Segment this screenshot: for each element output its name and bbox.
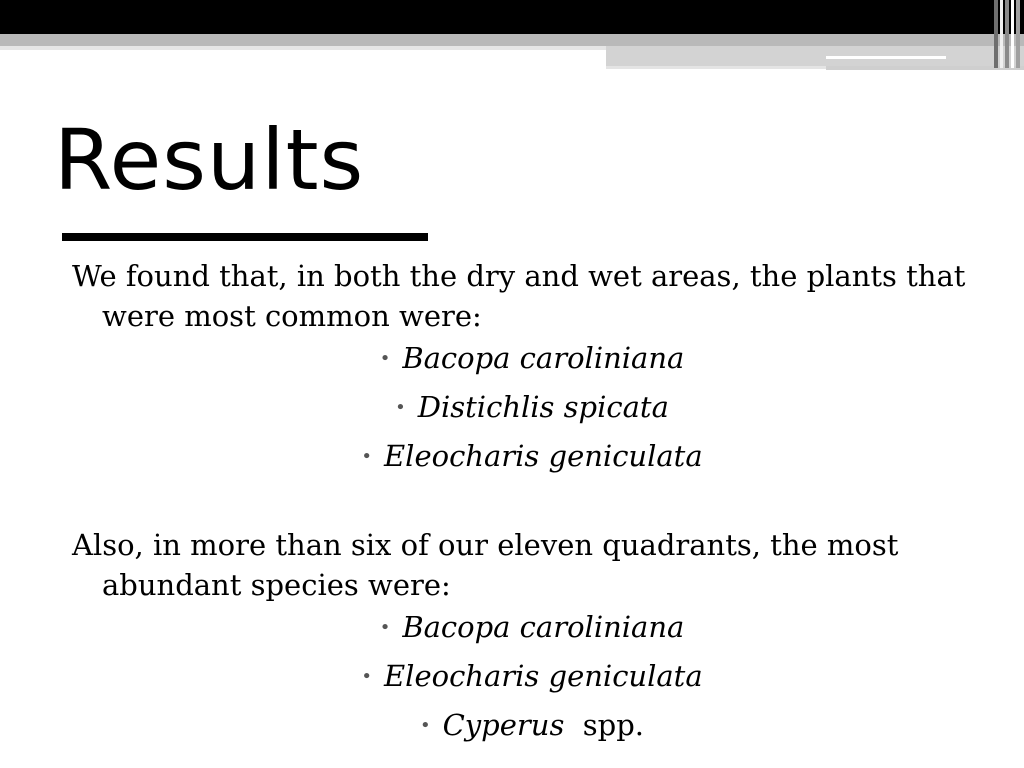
species-list-common (72, 336, 992, 483)
species-name: Bacopa caroliniana (402, 610, 685, 644)
bullet-icon: • (361, 446, 372, 467)
list-item (72, 703, 992, 752)
bullet-icon: • (395, 397, 406, 418)
header-stripe (1011, 0, 1014, 68)
header-bar-black (0, 0, 1024, 34)
list-item (72, 654, 992, 703)
species-name: Bacopa caroliniana (402, 341, 685, 375)
paragraph-abundant-species: Also, in more than six of our eleven quadrants, the most abundant species were: (72, 528, 899, 602)
bullet-icon: • (361, 666, 372, 687)
list-item (72, 336, 992, 385)
slide-body (72, 256, 972, 752)
header-bar-right (606, 46, 1024, 66)
header-line-white (826, 56, 946, 59)
species-name: Distichlis spicata (417, 390, 669, 424)
species-list-abundant (72, 605, 992, 752)
list-item (72, 605, 992, 654)
species-name: Eleocharis geniculata (384, 439, 703, 473)
list-item (72, 385, 992, 434)
bullet-icon: • (379, 617, 391, 638)
header-stripe (1005, 0, 1009, 68)
species-genus: Cyperus (442, 708, 565, 742)
paragraph-common-plants: We found that, in both the dry and wet areas, the plants that were most common were: (72, 259, 966, 333)
bullet-icon: • (419, 715, 431, 736)
bullet-icon: • (379, 348, 391, 369)
list-item (72, 434, 992, 483)
spacer (72, 483, 972, 525)
header-stripe (1000, 0, 1003, 68)
species-name: Eleocharis geniculata (384, 659, 703, 693)
header-stripe (1016, 0, 1020, 68)
header-line-thin (606, 66, 826, 69)
header-bar-light (0, 46, 606, 50)
header-bar-grey (0, 34, 1024, 46)
header-stripe (994, 0, 998, 68)
species-suffix: spp. (582, 708, 645, 742)
title-underline (62, 233, 428, 241)
slide-title: Results (54, 111, 365, 209)
